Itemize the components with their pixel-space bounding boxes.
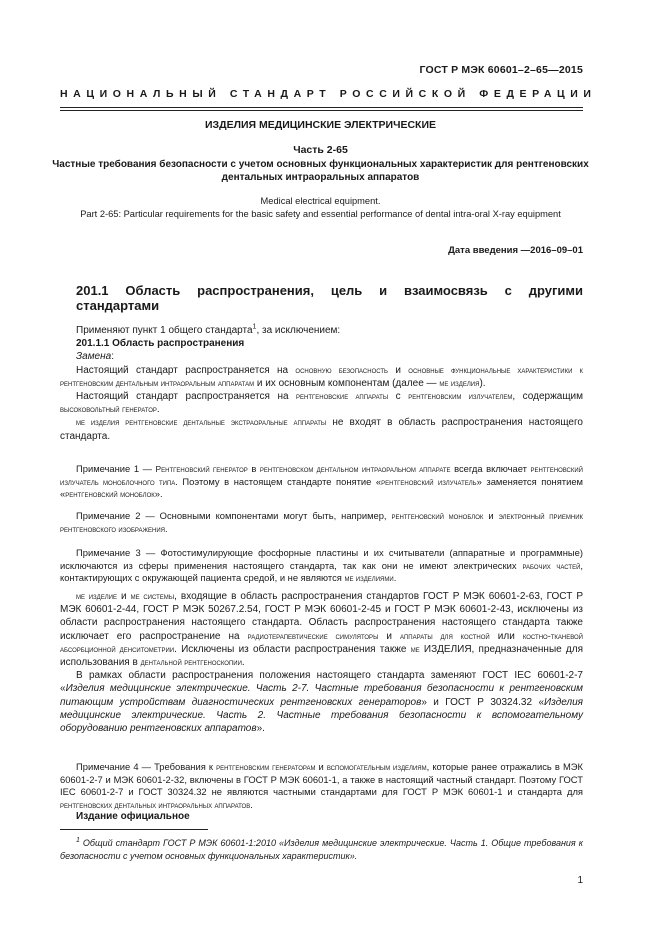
text: и [483, 510, 499, 521]
text: . Исключены из области распространения также [174, 643, 411, 655]
term: рентгеновским излучателем [408, 391, 513, 402]
replace-label [60, 350, 583, 363]
note-3 [60, 547, 583, 585]
text: в [247, 463, 260, 474]
standard-title: ИЗДЕЛИЯ МЕДИЦИНСКИЕ ЭЛЕКТРИЧЕСКИЕ [204, 119, 437, 131]
section-heading-line1: 201.1 Область распространения, цель и взаимосвязь с другими [76, 283, 583, 298]
text: . Поэтому в настоящем стандарте понятие « [175, 475, 382, 487]
term: рабочих частей [522, 560, 581, 571]
text: Настоящий стандарт распространяется на [76, 364, 296, 376]
term: рентгеновским генераторам [216, 762, 316, 772]
term: рентгеновских дентальных интраоральных аппаратов [60, 799, 251, 810]
paragraph-3 [60, 416, 583, 442]
apply-text-end: , за исключением: [256, 325, 341, 336]
text: и [117, 591, 131, 602]
apply-text: Применяют пункт 1 общего стандарта [76, 325, 253, 336]
header-rule-thick [60, 107, 583, 108]
term: аппараты для костной [400, 630, 490, 641]
text: » и ГОСТ Р 30324.32 « [421, 696, 545, 708]
text: Примечание 2 — Основными компонентами могут быть, например, [76, 510, 392, 521]
page-number: 1 [577, 875, 583, 886]
subsection-heading: 201.1.1 Область распространения [76, 338, 245, 350]
text: . [156, 404, 160, 416]
term: электронный приемник рентгеновского изображения [60, 511, 584, 534]
term: рентгеновские аппараты [296, 391, 389, 402]
note-2 [60, 510, 583, 535]
term: ме изделия [439, 377, 480, 388]
term: ме [410, 643, 420, 654]
text: . [250, 798, 253, 810]
term: радиотерапевтические симуляторы [247, 630, 379, 641]
text: , которые ранее отражались в МЭК 60601-2-7 и МЭК 60601-2-32, включены в ГОСТ Р МЭК 60601-1, а также в настоящий частный стандарт. Поэтому ГОСТ IEC 60601-2-7 и ГОСТ 30324.32 не являются частными стандартами для ГОСТ Р МЭК 60601-1 и стандарта для [60, 761, 583, 798]
text: . [393, 572, 397, 584]
term: рентгеновский излучатель [381, 476, 477, 487]
footnote [60, 837, 583, 862]
text: Примечание 3 — Фотостимулирующие фосфорные пластины и их считыватели (аппаратные и программные) исключаются из сферы применения настоящего стандарта, так как они не имеют электрических [60, 547, 583, 571]
text: ». [154, 488, 163, 500]
text: ). [479, 377, 486, 389]
text: ИЗДЕЛИЯ, предназначенные для использования в [60, 643, 583, 669]
standard-part: Часть 2-65 [293, 144, 348, 156]
english-title-line2: Part 2-65: Particular requirements for the basic safety and essential performance of dental intra-oral X-ray equipment [80, 209, 561, 219]
footnote-ref: 1 [252, 323, 257, 331]
text: В рамках области распространения положения настоящего стандарта заменяют ГОСТ IEC 60601-2-7 « [60, 670, 583, 695]
cited-title: Изделия медицинские электрические. Часть 2. Частные требования безопасности к вспомогательному оборудованию рентгеновских аппаратов [60, 696, 584, 735]
text: не входят в область распространения настоящего стандарта. [60, 417, 583, 442]
text: и [378, 630, 401, 642]
term: ме изделия рентгеновские дентальные экстраоральные аппараты [76, 417, 327, 428]
note-4 [60, 761, 583, 811]
footnote-mark: 1 [76, 837, 80, 844]
term: высоковольтный генератор [60, 404, 157, 415]
text: » заменяется понятием « [60, 475, 583, 500]
text: , контактирующих с окружающей пациента средой, и не являются [60, 559, 584, 584]
english-title [50, 195, 591, 221]
text: с [388, 391, 409, 403]
section-body [60, 324, 583, 443]
paragraph-2 [60, 390, 583, 416]
text: и [387, 364, 409, 376]
term: вспомогательным изделиям [326, 762, 427, 772]
note-1 [60, 463, 583, 501]
footnote-text: Общий стандарт ГОСТ Р МЭК 60601-1:2010 «Изделия медицинские электрические. Часть 1. Общие требования к безопасности с учетом основных функциональных характеристик». [60, 838, 583, 861]
term: Рентгеновский генератор [155, 464, 248, 474]
footnote-separator [60, 829, 208, 830]
term: основную безопасность [295, 364, 388, 375]
text: , входящие в область распространения стандартов ГОСТ Р МЭК 60601-2-63, ГОСТ Р МЭК 60601-2-44, ГОСТ Р МЭК 50267.2.54, ГОСТ Р МЭК 60601-2-45 и ГОСТ Р МЭК 60601-2-43, исключены из области распространения настоящего стандарта. Область распространения настоящего стандарта также исключает его распространение на [60, 591, 583, 642]
text: и их основным компонентам (далее — [254, 377, 440, 389]
paragraph-1 [60, 364, 583, 390]
term: ме системы [130, 591, 175, 601]
term: рентгеновский моноблок [391, 511, 484, 521]
text: Примечание 1 — [76, 463, 156, 474]
introduction-date: Дата введения —2016–09–01 [448, 245, 583, 256]
national-standard-banner: НАЦИОНАЛЬНЫЙ СТАНДАРТ РОССИЙСКОЙ ФЕДЕРАЦИИ [60, 88, 597, 100]
term: основные функциональные характеристики к рентгеновским дентальным интраоральным аппаратам [60, 364, 583, 388]
text: всегда включает [450, 463, 531, 474]
text: ». [256, 723, 265, 735]
text: и [315, 761, 327, 772]
term: рентгеновском дентальном интраоральном аппарате [259, 464, 451, 474]
cited-title: Изделия медицинские электрические. Часть 2-7. Частные требования безопасности к рентгеновским питающим устройствам диагностических рентгеновских генераторов [60, 683, 583, 708]
term: ме изделие [76, 591, 117, 601]
text: Примечание 4 — Требования к [76, 761, 217, 772]
section-heading-line2: стандартами [76, 298, 160, 313]
text: Настоящий стандарт распространяется на [76, 391, 297, 403]
standard-subtitle: Частные требования безопасности с учетом основных функциональных характеристик для рентгеновских дентальных интраоральных аппаратов [52, 159, 589, 183]
text: , содержащим [512, 391, 584, 403]
text: или [489, 630, 523, 642]
term: ме изделиями [344, 573, 394, 584]
replace-colon: : [111, 351, 114, 363]
text: . [241, 657, 245, 669]
english-title-line1: Medical electrical equipment. [260, 196, 381, 206]
header-rule-thin [60, 110, 583, 111]
apply-clause [60, 324, 583, 337]
term: рентгеновский моноблок [65, 489, 155, 500]
paragraph-5 [60, 669, 583, 735]
replace-word: Замена [76, 351, 112, 363]
text: . [165, 522, 168, 534]
document-code: ГОСТ Р МЭК 60601–2–65—2015 [419, 64, 583, 76]
official-edition: Издание официальное [76, 811, 190, 822]
term: дентальной рентгеноскопии [140, 657, 242, 668]
term: костно-тканевой абсорбционной денситометрии [60, 630, 583, 654]
paragraph-4 [60, 590, 583, 735]
term: рентгеновский излучатель моноблочного типа [60, 464, 583, 487]
